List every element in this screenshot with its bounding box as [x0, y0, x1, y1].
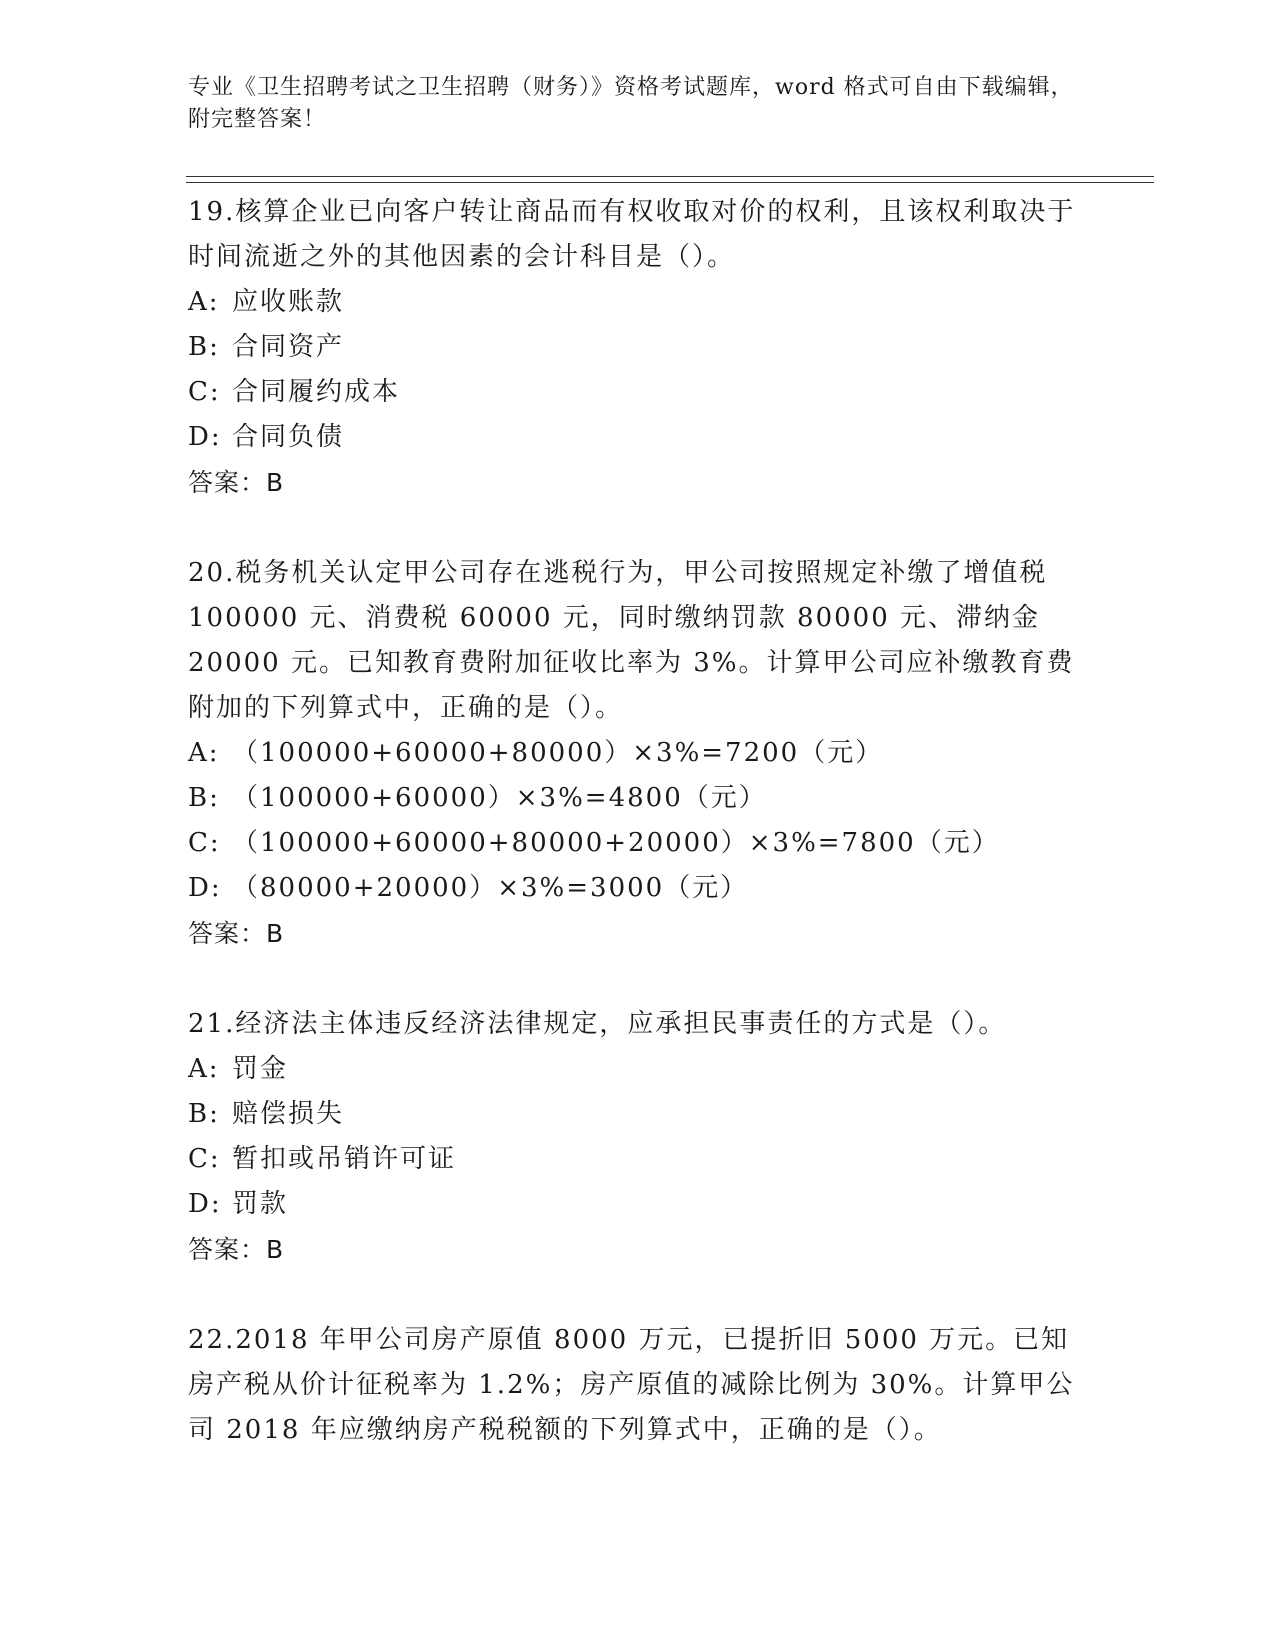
option-d — [188, 1182, 1088, 1227]
option-c — [188, 370, 1088, 415]
option-text: 罚款 — [232, 1189, 289, 1219]
question-20 — [188, 551, 1088, 956]
question-22 — [188, 1318, 1088, 1453]
option-text: 合同资产 — [232, 332, 345, 362]
question-stem: 19.核算企业已向客户转让商品而有权收取对价的权利，且该权利取决于时间流逝之外的其他因素的会计科目是（）。 — [188, 197, 1076, 272]
option-text: （100000+60000+80000+20000）×3%=7800（元） — [232, 828, 1000, 858]
header-divider-top — [186, 176, 1154, 177]
question-stem: 22.2018 年甲公司房产原值 8000 万元，已提折旧 5000 万元。已知房产税从价计征税率为 1.2%；房产原值的减除比例为 30%。计算甲公司 2018 年应缴纳房产税税额的下列算式中，正确的是（）。 — [188, 1325, 1075, 1445]
option-text: 合同负债 — [232, 422, 345, 452]
option-b — [188, 776, 1088, 821]
question-19 — [188, 190, 1088, 505]
option-letter: C: — [188, 377, 221, 407]
option-letter: D: — [188, 1189, 222, 1219]
question-21 — [188, 1002, 1088, 1272]
question-stem: 20.税务机关认定甲公司存在逃税行为，甲公司按照规定补缴了增值税 100000 元、消费税 60000 元，同时缴纳罚款 80000 元、滞纳金 20000 元。已知教育费附加征收比率为 3%。计算甲公司应补缴教育费附加的下列算式中，正确的是（）。 — [188, 558, 1075, 723]
question-stem: 21.经济法主体违反经济法律规定，应承担民事责任的方式是（）。 — [188, 1009, 1007, 1039]
option-text: （80000+20000）×3%=3000（元） — [232, 873, 749, 903]
option-text: 赔偿损失 — [232, 1099, 345, 1129]
option-b — [188, 1092, 1088, 1137]
option-text: 暂扣或吊销许可证 — [232, 1144, 457, 1174]
option-text: （100000+60000）×3%=4800（元） — [232, 783, 767, 813]
option-letter: C: — [188, 828, 221, 858]
question-list — [188, 190, 1088, 1499]
header-divider-bottom — [186, 182, 1154, 183]
option-letter: B: — [188, 332, 220, 362]
option-letter: B: — [188, 1099, 220, 1129]
option-d — [188, 866, 1088, 911]
answer-line: 答案：B — [188, 919, 285, 948]
option-letter: D: — [188, 422, 222, 452]
option-letter: B: — [188, 783, 220, 813]
option-c — [188, 1137, 1088, 1182]
answer-line: 答案：B — [188, 468, 285, 497]
answer-line: 答案：B — [188, 1235, 285, 1264]
option-text: 合同履约成本 — [232, 377, 401, 407]
option-d — [188, 415, 1088, 460]
option-b — [188, 325, 1088, 370]
option-text: （100000+60000+80000）×3%=7200（元） — [232, 738, 884, 768]
option-letter: A: — [188, 1054, 220, 1084]
option-a — [188, 1047, 1088, 1092]
option-letter: D: — [188, 873, 222, 903]
option-text: 应收账款 — [232, 287, 345, 317]
option-c — [188, 821, 1088, 866]
option-text: 罚金 — [232, 1054, 289, 1084]
document-intro: 专业《卫生招聘考试之卫生招聘（财务）》资格考试题库，word 格式可自由下载编辑，附完整答案！ — [188, 75, 1074, 132]
option-letter: C: — [188, 1144, 221, 1174]
option-letter: A: — [188, 738, 220, 768]
option-a — [188, 731, 1088, 776]
option-letter: A: — [188, 287, 220, 317]
option-a — [188, 280, 1088, 325]
